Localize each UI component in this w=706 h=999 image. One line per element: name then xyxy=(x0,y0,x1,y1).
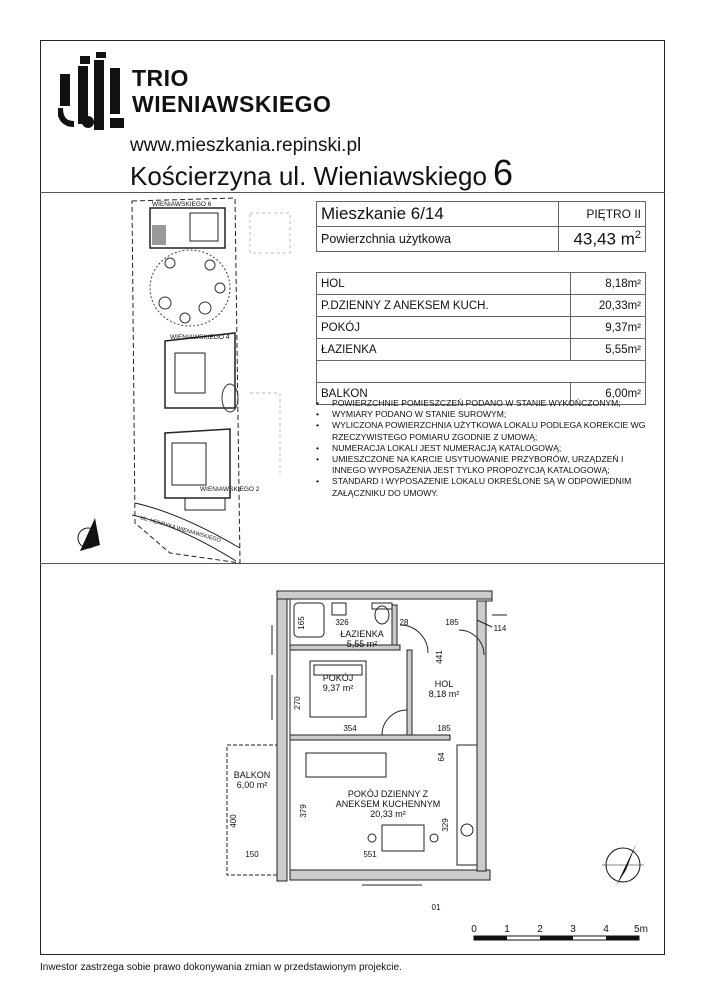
website-link[interactable]: www.mieszkania.repinski.pl xyxy=(130,135,362,156)
page-title xyxy=(130,152,513,193)
table-spacer-row xyxy=(317,361,646,383)
plan-living-area: 20,33 m² xyxy=(370,809,406,819)
plan-dim: 185 xyxy=(437,724,451,733)
plan-living-label-2: ANEKSEM KUCHENNYM xyxy=(335,799,441,809)
room-area: 9,37m² xyxy=(571,317,646,339)
plan-room-area: 9,37 m² xyxy=(322,683,354,693)
divider-middle xyxy=(40,563,665,564)
brand-line-2: WIENIAWSKIEGO xyxy=(132,91,332,117)
room-area: 8,18m² xyxy=(571,273,646,295)
room-name: ŁAZIENKA xyxy=(317,339,571,361)
plan-dim: 64 xyxy=(437,752,446,762)
apartment-title: Mieszkanie 6/14 xyxy=(317,202,559,227)
room-area: 20,33m² xyxy=(571,295,646,317)
scale-label: 3 xyxy=(570,924,576,935)
plan-hall-area: 8,18 m² xyxy=(428,689,460,699)
plan-dim: 150 xyxy=(245,850,259,859)
apartment-floor: PIĘTRO II xyxy=(559,202,646,227)
floor-plan xyxy=(222,585,512,920)
apartment-info-table xyxy=(316,201,646,252)
list-item: • WYLICZONA POWIERZCHNIA UŻYTKOWA LOKALU PODLEGA KOREKCIE WG RZECZYWISTEGO POMIARU ZGODNIE Z UMOWĄ; xyxy=(316,420,651,442)
area-number: 43,43 m xyxy=(573,229,635,249)
plan-dim: 01 xyxy=(431,903,441,912)
plan-dim: 329 xyxy=(441,818,450,832)
plan-dim: 270 xyxy=(293,696,302,710)
scale-label: 0 xyxy=(471,924,477,935)
scale-label: 4 xyxy=(603,924,609,935)
rooms-table xyxy=(316,272,646,405)
table-row xyxy=(317,317,646,339)
trio-logo-icon xyxy=(58,52,128,134)
plan-dim: 400 xyxy=(229,814,238,828)
scale-label: 5m xyxy=(634,924,648,935)
plan-living-label-1: POKÓJ DZIENNY Z xyxy=(347,789,429,799)
sitemap-street-label: UL. HENRYKA WIENIAWSKIEGO xyxy=(139,515,222,544)
address-text: Kościerzyna ul. Wieniawskiego xyxy=(130,161,487,191)
list-item: • STANDARD I WYPOSAŻENIE LOKALU OKREŚLONE SĄ W ODPOWIEDNIM ZAŁĄCZNIKU DO UMOWY. xyxy=(316,476,651,498)
plan-room-label: POKÓJ xyxy=(322,673,354,683)
address-number: 6 xyxy=(492,152,513,193)
list-item: • UMIESZCZONE NA KARCIE USYTUOWANIE PRZYBORÓW, URZĄDZEŃ I INNEGO WYPOSAŻENIA JEST TYLKO PROPOZYCJĄ KATALOGOWĄ; xyxy=(316,454,651,476)
plan-dim: 551 xyxy=(363,850,377,859)
plan-dim: 354 xyxy=(343,724,357,733)
plan-dim: 165 xyxy=(297,616,306,630)
plan-hall-label: HOL xyxy=(434,679,454,689)
plan-dim: 326 xyxy=(335,618,349,627)
plan-dim: 114 xyxy=(493,624,507,633)
table-row xyxy=(317,339,646,361)
plan-dim: 185 xyxy=(445,618,459,627)
list-item: • POWIERZCHNIE POMIESZCZEŃ PODANO W STANIE WYKOŃCZONYM; xyxy=(316,398,651,409)
room-area: 5,55m² xyxy=(571,339,646,361)
sitemap-label-2: WIENIAWSKIEGO 2 xyxy=(200,486,260,493)
brand-line-1: TRIO xyxy=(132,65,189,91)
plan-dim: 379 xyxy=(299,804,308,818)
scale-label: 2 xyxy=(537,924,543,935)
area-unit-sup: 2 xyxy=(634,228,641,241)
room-area: 6,00m² xyxy=(571,383,646,405)
room-name: P.DZIENNY Z ANEKSEM KUCH. xyxy=(317,295,571,317)
north-arrow-icon xyxy=(598,840,648,890)
area-label: Powierzchnia użytkowa xyxy=(317,227,559,252)
footer-disclaimer: Inwestor zastrzega sobie prawo dokonywania zmian w przedstawionym projekcie. xyxy=(40,962,402,973)
notes-list xyxy=(316,398,651,499)
scale-bar xyxy=(468,922,658,950)
room-name: BALKON xyxy=(317,383,571,405)
plan-dim: 441 xyxy=(435,650,444,664)
table-row xyxy=(317,295,646,317)
plan-balcony-area: 6,00 m² xyxy=(236,780,268,790)
site-map xyxy=(40,193,298,563)
plan-bath-area: 5,55 m² xyxy=(346,639,378,649)
table-row xyxy=(317,273,646,295)
plan-balcony-label: BALKON xyxy=(233,770,271,780)
plan-dim: 28 xyxy=(399,618,409,627)
scale-label: 1 xyxy=(504,924,510,935)
list-item: • NUMERACJA LOKALI JEST NUMERACJĄ KATALOGOWĄ; xyxy=(316,443,651,454)
sitemap-label-4: WIENIAWSKIEGO 4 xyxy=(170,334,230,341)
list-item: • WYMIARY PODANO W STANIE SUROWYM; xyxy=(316,409,651,420)
room-name: POKÓJ xyxy=(317,317,571,339)
area-value xyxy=(559,227,646,252)
room-name: HOL xyxy=(317,273,571,295)
sitemap-label-6: WIENIAWSKIEGO 6 xyxy=(152,201,212,208)
plan-bath-label: ŁAZIENKA xyxy=(340,629,384,639)
